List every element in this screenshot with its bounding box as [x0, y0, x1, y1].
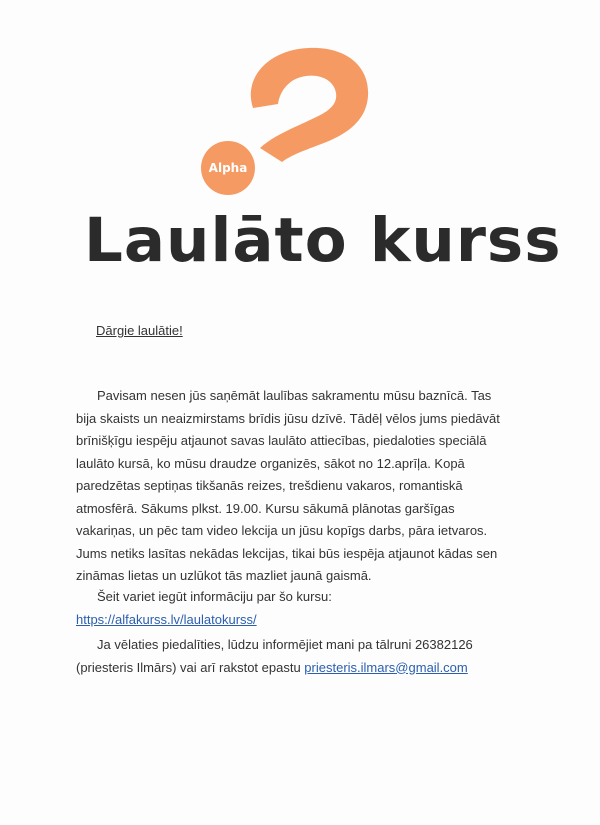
logo-text: Alpha [208, 161, 248, 175]
email-link[interactable]: priesteris.ilmars@gmail.com [304, 659, 468, 675]
paragraph-line: atmosfērā. Sākums plkst. 19.00. Kursu sākumā plānotas garšīgas [76, 500, 455, 516]
contact-prefix: (priesteris Ilmārs) vai arī rakstot epastu [76, 659, 305, 675]
paragraph-line: paredzētas septiņas tikšanās reizes, trešdienu vakaros, romantiskā [76, 478, 463, 493]
paragraph-line: brīnišķīgu iespēju atjaunot savas laulāto attiecības, piedaloties speciālā [76, 433, 487, 448]
info-text: Šeit variet iegūt informāciju par šo kursu: [97, 589, 332, 604]
course-link[interactable]: https://alfakurss.lv/laulatokurss/ [76, 611, 257, 627]
paragraph-line: Jums netiks lasītas nekādas lekcijas, tikai būs iespēja atjaunot kādas sen [76, 545, 498, 561]
info-paragraph [76, 586, 518, 631]
main-paragraph [76, 385, 518, 588]
greeting: Dārgie laulātie! [96, 323, 183, 338]
paragraph-line: bija skaists un neaizmirstams brīdis jūsu dzīvē. Tādēļ vēlos jums piedāvāt [76, 410, 500, 426]
paragraph-line: vakariņas, un pēc tam video lekcija un jūsu kopīgs darbs, pāra ietvaros. [76, 523, 488, 538]
contact-paragraph [76, 634, 526, 679]
page-title: Laulāto kurss [84, 205, 562, 276]
paragraph-line: laulāto kursā, ko mūsu draudze organizēs, sākot no 12.aprīļa. Kopā [76, 455, 465, 471]
alpha-question-mark-icon [198, 38, 378, 203]
alpha-logo [198, 38, 378, 203]
contact-text: Ja vēlaties piedalīties, lūdzu informējiet mani pa tālruni 26382126 [97, 637, 473, 652]
paragraph-line: Pavisam nesen jūs saņēmāt laulības sakramentu mūsu baznīcā. Tas [97, 388, 492, 403]
paragraph-line: zināmas lietas un uzlūkot tās mazliet jaunā gaismā. [76, 568, 372, 583]
contact-line [76, 657, 526, 680]
